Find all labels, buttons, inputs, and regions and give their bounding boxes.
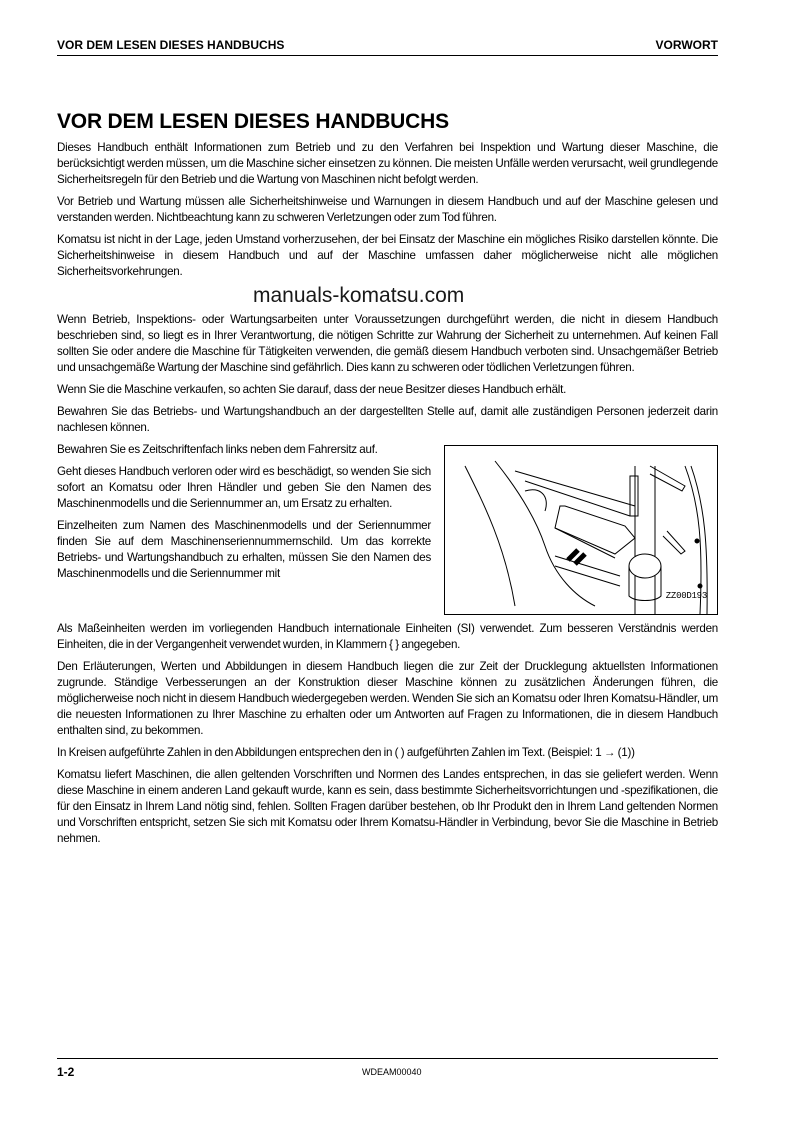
body-text (57, 140, 718, 853)
paragraph: Wenn Sie die Maschine verkaufen, so achten Sie darauf, dass der neue Besitzer dieses Handbuch erhält. (57, 383, 567, 396)
page-number: 1-2 (57, 1065, 75, 1079)
paragraph: In Kreisen aufgeführte Zahlen in den Abbildungen entsprechen den in ( ) aufgeführten Zahlen im Text. (Beispiel: 1 → (1)) (57, 746, 635, 759)
header-chapter: VORWORT (655, 38, 718, 52)
footer-rule (57, 1058, 718, 1059)
paragraph: Dieses Handbuch enthält Informationen zum Betrieb und zu den Verfahren bei Inspektion und Wartung dieser Maschine, die berücksichtigt werden müssen, um die Maschine sicher einsetzen zu können. Die meisten Unfälle werden verursacht, weil grundlegende Sicherheitsregeln für den Betrieb und die Wartung von Maschinen nicht befolgt werden. (57, 141, 718, 186)
page-header (57, 38, 718, 56)
paragraph: Den Erläuterungen, Werten und Abbildungen in diesem Handbuch liegen die zur Zeit der Drucklegung aktuellsten Informationen zugrunde. Ständige Verbesserungen an der Konstruktion dieser Maschine können zu zusätzlichen Änderungen führen, die möglicherweise noch nicht in diesem Handbuch wiedergegeben werden. Wenden Sie sich an Komatsu oder Ihren Komatsu-Händler, um die neuesten Informationen zu Ihrer Maschine zu erhalten oder um Antworten auf Fragen zu Informationen, die in diesem Handbuch enthalten sind, zu bekommen. (57, 660, 718, 737)
paragraph: Als Maßeinheiten werden im vorliegenden Handbuch internationale Einheiten (SI) verwendet. Zum besseren Verständnis werden Einheiten, die in der Vergangenheit verwendet wurden, in Klammern { } angegeben. (57, 622, 718, 651)
document-code: WDEAM00040 (362, 1067, 422, 1077)
paragraph: Geht dieses Handbuch verloren oder wird es beschädigt, so wenden Sie sich sofort an Komatsu oder Ihren Händler und geben Sie den Namen des Maschinenmodells und die Seriennummer an, um Ersatz zu erhalten. (57, 465, 431, 510)
paragraph: Bewahren Sie das Betriebs- und Wartungshandbuch an der dargestellten Stelle auf, damit alle zuständigen Personen jederzeit darin nachlesen können. (57, 405, 718, 434)
paragraph: Einzelheiten zum Namen des Maschinenmodells und der Seriennummer finden Sie auf dem Maschinenseriennummernschild. Um das korrekte Betriebs- und Wartungshandbuch zu erhalten, müssen Sie den Namen des Maschinenmodells und die Seriennummer mit (57, 519, 431, 580)
paragraph: Wenn Betrieb, Inspektions- oder Wartungsarbeiten unter Voraussetzungen durchgeführt werden, die nicht in diesem Handbuch beschrieben sind, so liegt es in Ihrer Verantwortung, die nötigen Schritte zur Wahrung der Sicherheit zu unternehmen. Auf keinen Fall sollten Sie oder andere die Maschine für Tätigkeiten verwenden, die gemäß diesem Handbuch verboten sind. Unsachgemäßer Betrieb und unsachgemäße Wartung der Maschine sind gefährlich. Dies kann zu schweren oder tödlichen Verletzungen führen. (57, 313, 718, 374)
manual-storage-illustration (444, 445, 718, 615)
paragraph: Komatsu liefert Maschinen, die allen geltenden Vorschriften und Normen des Landes entsprechen, in das sie geliefert werden. Wenn diese Maschine in einem anderen Land gekauft wurde, kann es sein, dass bestimmte Sicherheitsvorrichtungen und -spezifikationen, die für den Einsatz in Ihrem Land nötig sind, fehlen. Sollten Fragen darüber bestehen, ob Ihr Produkt den in Ihrem Land geltenden Normen und Vorschriften entspricht, setzen Sie sich mit Komatsu oder Ihrem Komatsu-Händler in Verbindung, bevor Sie die Maschine in Betrieb nehmen. (57, 768, 718, 845)
watermark: manuals-komatsu.com (253, 284, 465, 307)
figure-label: ZZ00D193 (665, 591, 707, 601)
header-section-title: VOR DEM LESEN DIESES HANDBUCHS (57, 38, 285, 52)
paragraph: Vor Betrieb und Wartung müssen alle Sicherheitshinweise und Warnungen in diesem Handbuch und auf der Maschine gelesen und verstanden werden. Nichtbeachtung kann zu schweren Verletzungen oder zum Tod führen. (57, 195, 718, 224)
paragraph: Komatsu ist nicht in der Lage, jeden Umstand vorherzusehen, der bei Einsatz der Maschine ein mögliches Risiko darstellen könnte. Die Sicherheitshinweise in diesem Handbuch und auf der Maschine umfassen daher möglicherweise nicht alle möglichen Sicherheitsvorkehrungen. (57, 233, 718, 278)
page-title: VOR DEM LESEN DIESES HANDBUCHS (57, 110, 449, 133)
paragraph: Bewahren Sie es Zeitschriftenfach links neben dem Fahrersitz auf. (57, 443, 378, 456)
